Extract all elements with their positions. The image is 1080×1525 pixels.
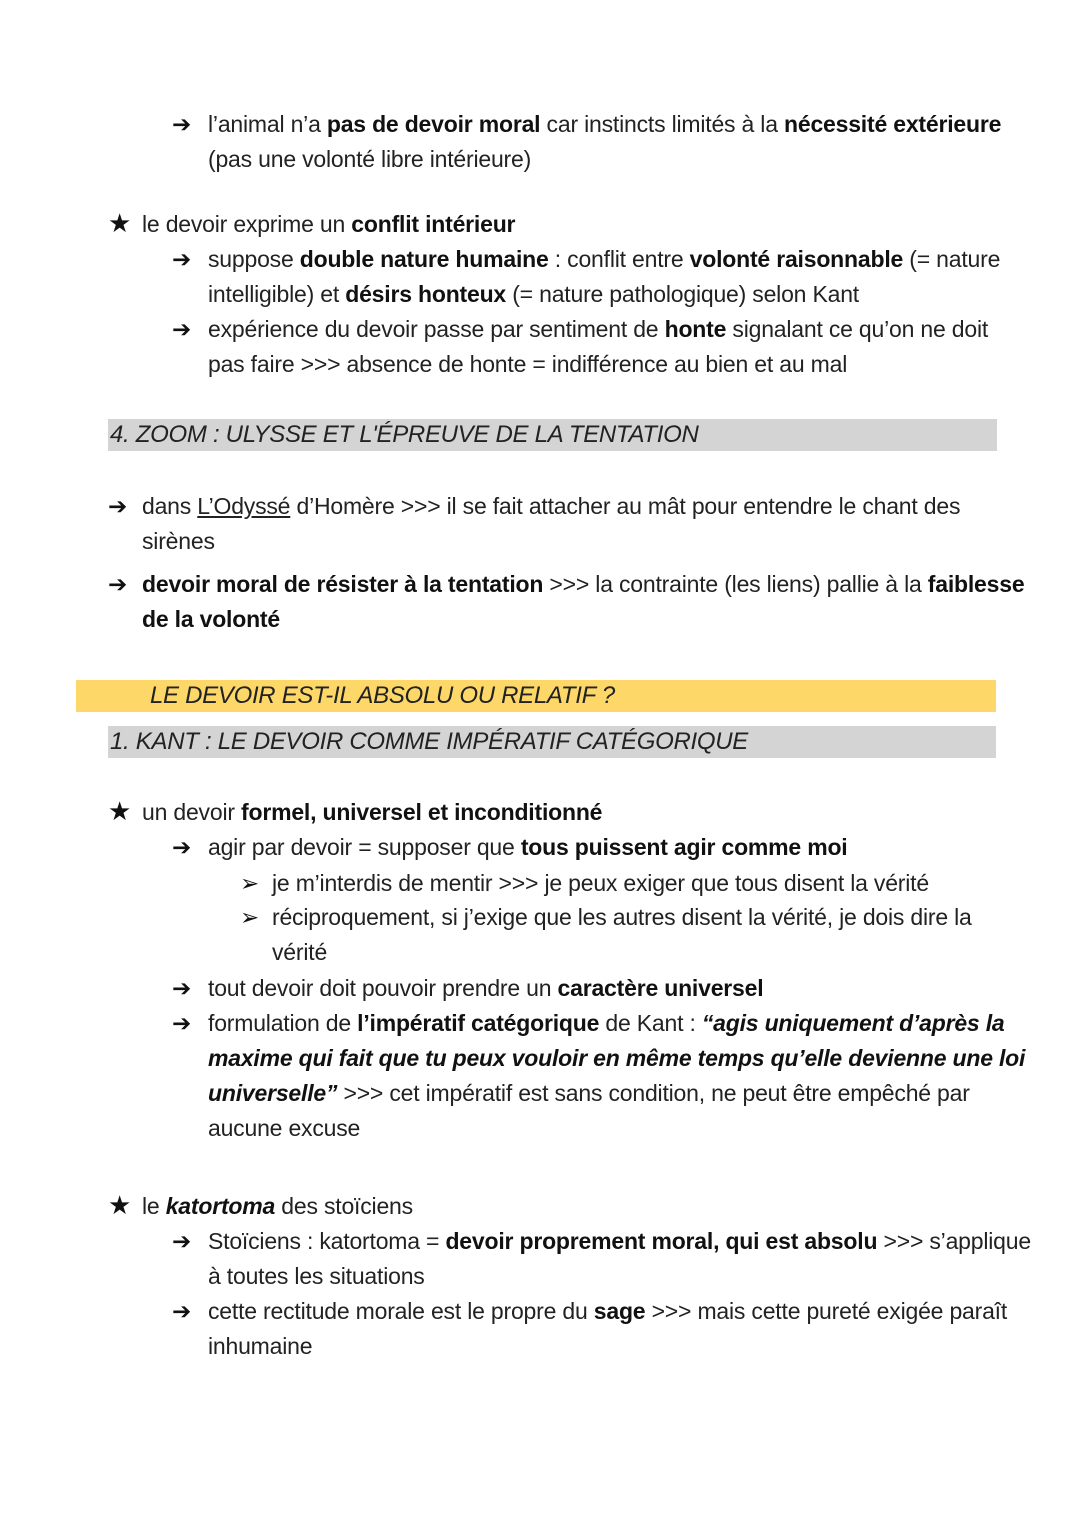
text: dans <box>142 493 198 519</box>
quote-text: “agis uniquement d’après la <box>701 1010 1005 1036</box>
text: signalant ce qu’on ne doit <box>726 316 989 342</box>
ulysse-arrow2-line1 <box>142 567 1024 601</box>
text: car instincts limités à la <box>540 111 784 137</box>
text: (= nature <box>903 246 1001 272</box>
bold-text: de la volonté <box>142 606 280 632</box>
katortoma-arrow2-line2: inhumaine <box>208 1333 313 1359</box>
star-icon: ★ <box>108 796 132 826</box>
sub-arrow-icon: ➢ <box>240 870 260 896</box>
text: agir par devoir = supposer que <box>208 834 521 860</box>
kant-arrow3-line1 <box>208 1006 1005 1040</box>
bold-text: caractère universel <box>557 975 764 1001</box>
kant-arrow3-line4: aucune excuse <box>208 1115 361 1141</box>
text: d’Homère >>> il se fait attacher au mât pour entendre le chant des <box>290 493 961 519</box>
conflit-star-line <box>142 207 515 241</box>
bold-text: tous puissent agir comme moi <box>520 834 848 860</box>
bold-text: nécessité extérieure <box>784 111 1002 137</box>
ulysse-arrow1-line1 <box>142 489 960 523</box>
arrow-icon: ➔ <box>108 493 128 519</box>
arrow-icon: ➔ <box>172 111 192 137</box>
text: >>> la contrainte (les liens) pallie à la <box>543 571 928 597</box>
kant-arrow3-line2 <box>208 1041 1025 1075</box>
arrow-icon: ➔ <box>172 1298 192 1324</box>
conflit-arrow1-line1 <box>208 242 1000 276</box>
bold-text: l’impératif catégorique <box>357 1010 600 1036</box>
text: >>> s’applique <box>877 1228 1031 1254</box>
chapter-heading: LE DEVOIR EST-IL ABSOLU OU RELATIF ? <box>150 682 615 709</box>
katortoma-arrow1-line2: à toutes les situations <box>208 1263 425 1289</box>
text: de Kant : <box>599 1010 702 1036</box>
bold-text: devoir proprement moral, qui est absolu <box>445 1228 878 1254</box>
text: le <box>142 1193 166 1219</box>
intro-line-1 <box>208 107 1001 141</box>
kant-sub2-line2: vérité <box>272 939 328 965</box>
arrow-icon: ➔ <box>172 975 192 1001</box>
bold-text: conflit intérieur <box>351 211 516 237</box>
arrow-icon: ➔ <box>172 316 192 342</box>
section-heading: 1. KANT : LE DEVOIR COMME IMPÉRATIF CATÉGORIQUE <box>110 728 748 755</box>
bold-text: faiblesse <box>927 571 1025 597</box>
text: un devoir <box>142 799 242 825</box>
bold-text: formel, universel et inconditionné <box>241 799 603 825</box>
arrow-icon: ➔ <box>172 834 192 860</box>
text: Stoïciens : katortoma = <box>208 1228 446 1254</box>
text: tout devoir doit pouvoir prendre un <box>208 975 558 1001</box>
ulysse-arrow2-line2 <box>142 602 280 636</box>
arrow-icon: ➔ <box>108 571 128 597</box>
bold-text: sage <box>593 1298 646 1324</box>
star-icon: ★ <box>108 1190 132 1220</box>
kant-arrow1-line <box>208 830 848 864</box>
text: >>> mais cette pureté exigée paraît <box>645 1298 1008 1324</box>
katortoma-star-line <box>142 1189 413 1223</box>
conflit-arrow1-line2 <box>208 277 859 311</box>
text: : conflit entre <box>548 246 690 272</box>
quote-text: universelle” <box>208 1080 338 1106</box>
text: suppose <box>208 246 300 272</box>
kant-star-line <box>142 795 602 829</box>
bold-text: volonté raisonnable <box>689 246 904 272</box>
intro-line-2: (pas une volonté libre intérieure) <box>208 146 532 172</box>
arrow-icon: ➔ <box>172 1228 192 1254</box>
kant-arrow3-line3 <box>208 1076 970 1110</box>
text: (= nature pathologique) selon Kant <box>506 281 859 307</box>
book-title: L’Odyssé <box>197 493 291 519</box>
conflit-arrow2-line2: pas faire >>> absence de honte = indifférence au bien et au mal <box>208 351 848 377</box>
term-text: katortoma <box>165 1193 276 1219</box>
bold-text: devoir moral de résister à la tentation <box>142 571 544 597</box>
text: expérience du devoir passe par sentiment de <box>208 316 665 342</box>
bold-text: double nature humaine <box>299 246 549 272</box>
bold-text: pas de devoir moral <box>326 111 541 137</box>
section-heading-band <box>108 726 996 758</box>
arrow-icon: ➔ <box>172 246 192 272</box>
bold-text: désirs honteux <box>345 281 507 307</box>
text: intelligible) et <box>208 281 346 307</box>
arrow-icon: ➔ <box>172 1010 192 1036</box>
kant-sub2-line1: réciproquement, si j’exige que les autres disent la vérité, je dois dire la <box>272 904 972 930</box>
sub-arrow-icon: ➢ <box>240 904 260 930</box>
text: des stoïciens <box>275 1193 413 1219</box>
text: l’animal n’a <box>208 111 327 137</box>
star-icon: ★ <box>108 208 132 238</box>
text: cette rectitude morale est le propre du <box>208 1298 594 1324</box>
katortoma-arrow2-line1 <box>208 1294 1007 1328</box>
quote-text: maxime qui fait que tu peux vouloir en même temps qu’elle devienne une loi <box>208 1045 1026 1071</box>
text: formulation de <box>208 1010 358 1036</box>
kant-arrow2-line <box>208 971 763 1005</box>
chapter-heading-band <box>76 680 996 712</box>
bold-text: honte <box>664 316 727 342</box>
ulysse-arrow1-line2: sirènes <box>142 528 215 554</box>
katortoma-arrow1-line1 <box>208 1224 1031 1258</box>
conflit-arrow2-line1 <box>208 312 988 346</box>
section-heading-band <box>108 419 997 451</box>
text: >>> cet impératif est sans condition, ne peut être empêché par <box>337 1080 970 1106</box>
text: le devoir exprime un <box>142 211 352 237</box>
kant-sub1-line: je m’interdis de mentir >>> je peux exiger que tous disent la vérité <box>272 870 929 896</box>
section-heading: 4. ZOOM : ULYSSE ET L'ÉPREUVE DE LA TENTATION <box>110 421 699 448</box>
